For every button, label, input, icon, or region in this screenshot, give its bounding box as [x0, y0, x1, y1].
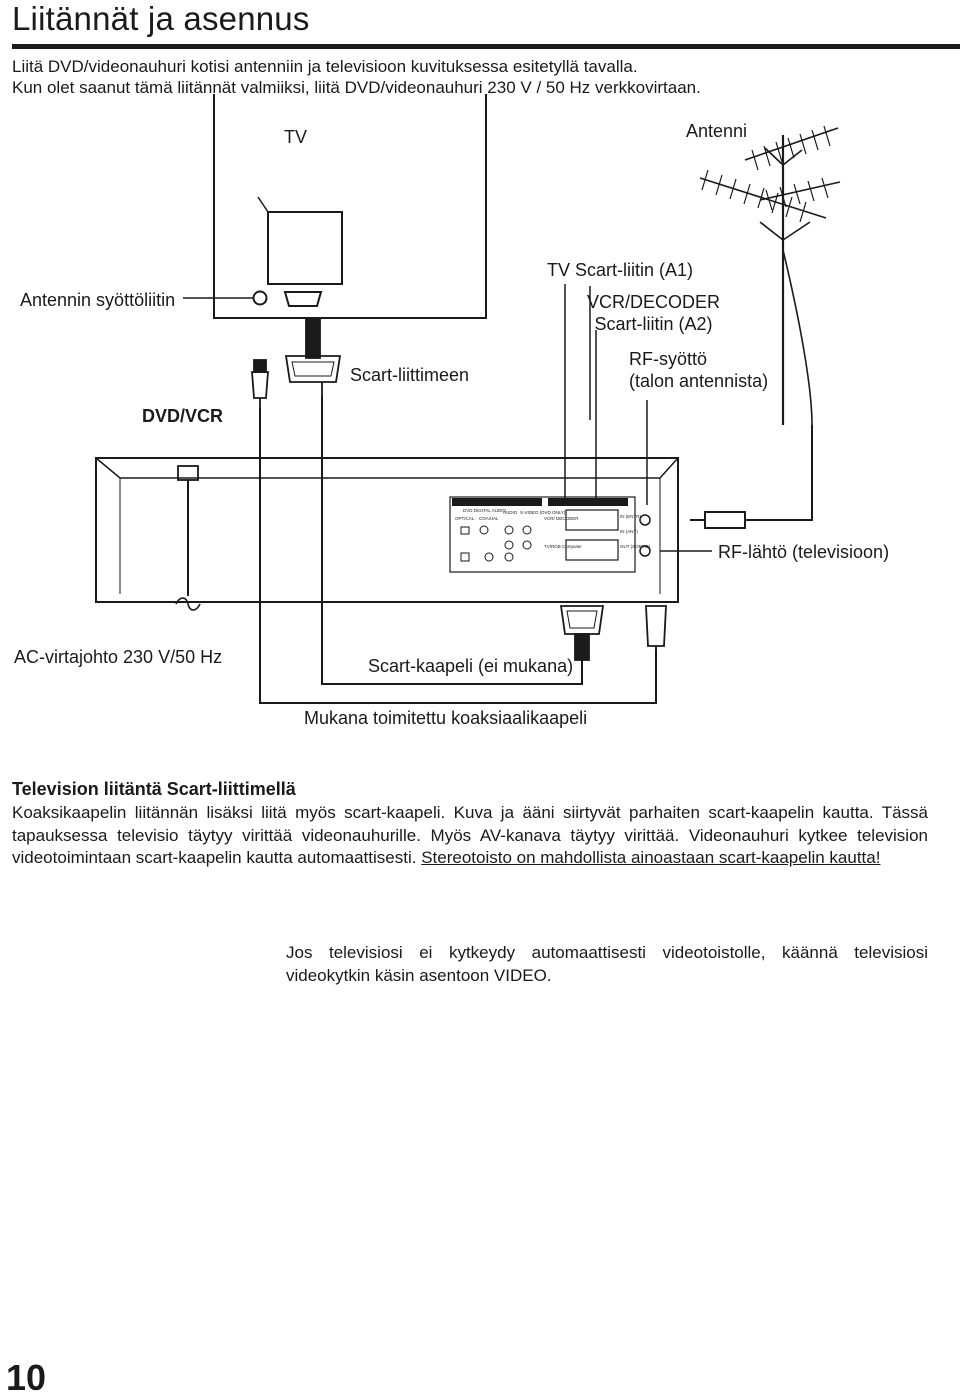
intro-line-2: Kun olet saanut tämä liitännät valmiiksi, liitä DVD/videonauhuri 230 V / 50 Hz verkkovirtaan.	[12, 78, 701, 97]
intro-line-1: Liitä DVD/videonauhuri kotisi antenniin ja televisioon kuvituksessa esitetyllä tavalla.	[12, 57, 638, 76]
panel-tv-computer-label: TV/RGB Computer	[544, 544, 582, 549]
label-antenna-input: Antennin syöttöliitin	[20, 290, 176, 310]
panel-output-label: OUTPUT - SORTIE	[485, 500, 525, 505]
label-rf-feed-line1: RF-syöttö	[629, 349, 708, 369]
coax-plug-top-icon	[252, 360, 268, 408]
scart-plug-top-icon	[286, 318, 340, 396]
label-tv: TV	[284, 127, 308, 147]
label-to-scart: Scart-liittimeen	[350, 365, 470, 385]
panel-in-entr-label: IN (ENTR)	[620, 514, 641, 519]
panel-svideo-label: S-VIDEO (DVD ONLY)	[520, 510, 566, 515]
panel-audio-label: AUDIO	[503, 510, 518, 515]
tv-set	[214, 94, 486, 318]
coax-plug-bottom-icon	[646, 606, 666, 650]
note-paragraph: Jos televisiosi ei kytkeydy automaattisesti videotoistolle, käännä televisiosi videokytkin käsin asentoon VIDEO.	[286, 943, 928, 985]
label-rf-feed-line2: (talon antennista)	[629, 371, 769, 391]
panel-digital-audio-label: DVD DIGITAL AUDIO	[463, 508, 507, 513]
paragraph-text: Koaksikaapelin liitännän lisäksi liitä myös scart-kaapeli. Kuva ja ääni siirtyvät parhaiten scart-kaapelin kautta. Tässä tapauksessa televisio täytyy virittää videonauhurille. Myös AV-kanava täytyy virittää. Videonauhuri kytkee television videotoimintaan scart-kaapelin kautta automaattisesti.	[12, 803, 928, 867]
label-scart-cable: Scart-kaapeli (ei mukana)	[368, 656, 574, 676]
label-antenna: Antenni	[686, 121, 748, 141]
label-rf-feed	[629, 348, 768, 392]
section-paragraph	[12, 802, 928, 870]
label-ac-cord: AC-virtajohto 230 V/50 Hz	[14, 647, 223, 667]
scart-plug-bottom-icon	[561, 606, 603, 660]
label-dvd-vcr: DVD/VCR	[142, 406, 224, 426]
panel-in-ant-label: IN (ANT)	[620, 529, 638, 534]
label-vcr-decoder-line1: VCR/DECODER	[587, 292, 721, 312]
label-vcr-decoder-line2: Scart-liitin (A2)	[594, 314, 713, 334]
label-rf-out: RF-lähtö (televisioon)	[718, 542, 890, 562]
paragraph-underlined: Stereotoisto on mahdollista ainoastaan scart-kaapelin kautta!	[421, 848, 881, 867]
panel-coaxial-label: COAXIAL	[479, 516, 499, 521]
page-number: 10	[6, 1357, 47, 1398]
panel-scart-label: SCART - PRISE PERITEL	[563, 500, 616, 505]
label-vcr-decoder	[587, 291, 720, 335]
power-cord-icon	[176, 466, 200, 610]
label-coax-cable: Mukana toimitettu koaksiaalikaapeli	[304, 708, 588, 728]
label-tv-scart: TV Scart-liitin (A1)	[547, 260, 694, 280]
panel-vcr-decoder-label: VCR/ DECODER	[544, 516, 579, 521]
section-heading: Television liitäntä Scart-liittimellä	[12, 779, 296, 799]
panel-optical-label: OPTICAL	[455, 516, 475, 521]
panel-out-label: OUT (SORTIE)	[620, 544, 651, 549]
page-title: Liitännät ja asennus	[12, 0, 310, 37]
